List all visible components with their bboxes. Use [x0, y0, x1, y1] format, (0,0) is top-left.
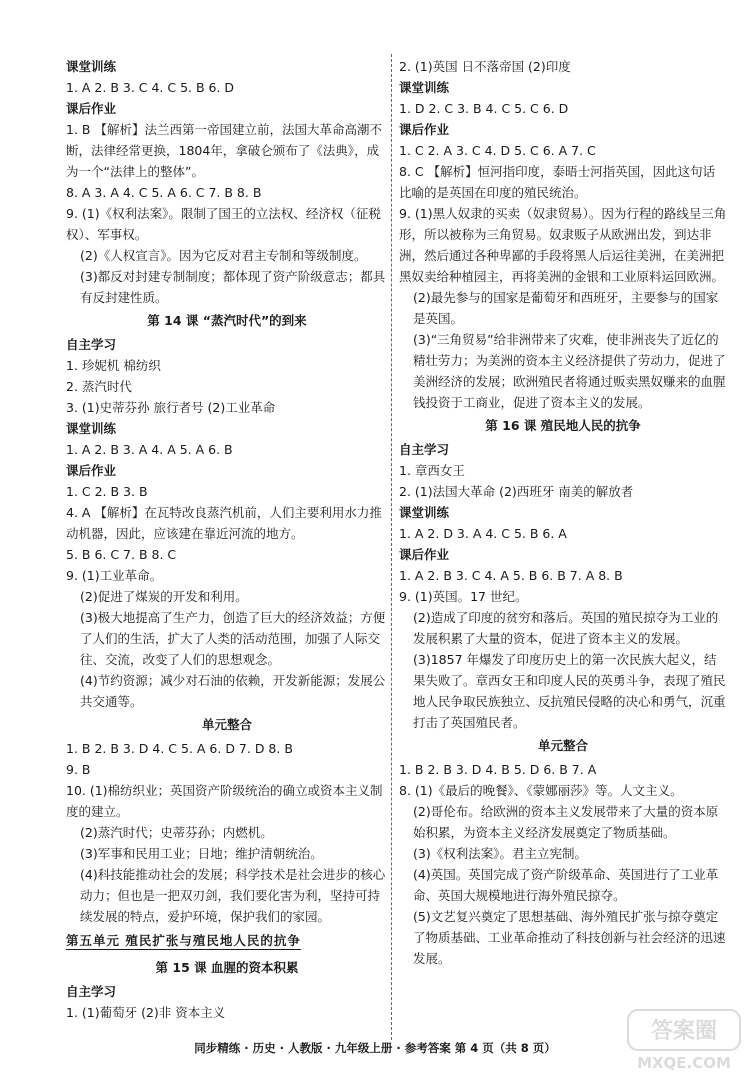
section-heading: 课堂训练 — [66, 421, 117, 436]
left-column — [66, 56, 388, 1023]
answer-line: 5. B 6. C 7. B 8. C — [66, 547, 177, 562]
answer-line: 1. A 2. B 3. C 4. A 5. B 6. B 7. A 8. B — [399, 568, 623, 583]
section-heading: 课堂训练 — [399, 505, 450, 520]
answer-line: 1. C 2. B 3. B — [66, 484, 148, 499]
answer-item: 10. (1)棉纺织业；英国资产阶级统治的确立或资本主义制度的建立。 — [66, 783, 383, 819]
lesson-title: 第 15 课 血腥的资本积累 — [155, 960, 299, 975]
answer-line: 1. C 2. A 3. C 4. D 5. C 6. A 7. C — [399, 143, 596, 158]
answer-subitem: (2)哥伦布。给欧洲的资本主义发展带来了大量的资本原始积累，为资本主义经济发展奠定了物质基础。 — [413, 804, 719, 840]
answer-line: 9. (1)英国。17 世纪。 — [399, 589, 528, 604]
answer-item: 8. C 【解析】恒河指印度，泰晤士河指英国，因此这句话比喻的是英国在印度的殖民统治。 — [399, 164, 716, 200]
answer-line: 2. 蒸汽时代 — [66, 379, 132, 394]
unit-summary-title: 单元整合 — [537, 738, 588, 753]
section-heading: 自主学习 — [66, 337, 117, 352]
section-heading: 课后作业 — [399, 547, 450, 562]
answer-subitem: (4)节约资源；减少对石油的依赖，开发新能源；发展公共交通等。 — [80, 673, 386, 709]
section-heading: 课堂训练 — [399, 80, 450, 95]
answer-line: 1. A 2. B 3. C 4. C 5. B 6. D — [66, 80, 235, 95]
svg-text:MXQE.COM: MXQE.COM — [637, 1054, 731, 1072]
answer-line: 2. (1)法国大革命 (2)西班牙 南美的解放者 — [399, 484, 634, 499]
lesson-title: 第 14 课 “蒸汽时代”的到来 — [147, 313, 307, 328]
answer-line: 8. (1)《最后的晚餐》、《蒙娜丽莎》等。人文主义。 — [399, 783, 683, 798]
unit-summary-title: 单元整合 — [201, 717, 252, 732]
section-heading: 课后作业 — [66, 101, 117, 116]
answer-line: 9. B — [66, 762, 91, 777]
lesson-title: 第 16 课 殖民地人民的抗争 — [485, 418, 641, 433]
answer-item: 1. B 【解析】法兰西第一帝国建立前，法国大革命高潮不断，法律经常更换，1804年，拿破仑颁布了《法典》，成为一个“法律上的整体”。 — [66, 122, 382, 179]
answer-line: 2. (1)英国 日不落帝国 (2)印度 — [399, 59, 571, 74]
answer-subitem: (3)《权利法案》。君主立宪制。 — [413, 846, 587, 861]
column-divider — [391, 54, 392, 1040]
section-heading: 课后作业 — [66, 463, 117, 478]
answer-subitem: (3)极大地提高了生产力，创造了巨大的经济效益；方便了人们的生活，扩大了人类的活动范围，加强了人际交往、交流，改变了人们的思想观念。 — [80, 610, 386, 667]
svg-text:答案圈: 答案圈 — [650, 1019, 718, 1044]
answer-subitem: (2)造成了印度的贫穷和落后。英国的殖民掠夺为工业的发展积累了大量的资本，促进了资本主义的发展。 — [413, 610, 719, 646]
answer-line: 8. A 3. A 4. C 5. A 6. C 7. B 8. B — [66, 185, 262, 200]
answer-subitem: (4)英国。英国完成了资产阶级革命、英国进行了工业革命、英国大规模地进行海外殖民掠夺。 — [413, 867, 719, 903]
section-heading: 课后作业 — [399, 122, 450, 137]
answer-subitem: (4)科技能推动社会的发展；科学技术是社会进步的核心动力；但也是一把双刃剑，我们要化害为利，坚持可持续发展的特点，爱护环境，保护我们的家园。 — [80, 867, 386, 924]
answer-line: 9. (1)工业革命。 — [66, 568, 163, 583]
answer-subitem: (3)都反对封建专制制度；都体现了资产阶级意志；都具有反封建性质。 — [80, 269, 386, 305]
answer-line: 1. 珍妮机 棉纺织 — [66, 358, 161, 373]
right-column — [399, 56, 727, 969]
answer-line: 1. (1)葡萄牙 (2)非 资本主义 — [66, 1005, 226, 1020]
answer-item: 9. (1)《权利法案》。限制了国王的立法权、经济权（征税权）、军事权。 — [66, 206, 381, 242]
answer-subitem: (2)促进了煤炭的开发和利用。 — [80, 589, 248, 604]
answer-subitem: (2)《人权宣言》。因为它反对君主专制和等级制度。 — [80, 248, 367, 263]
section-heading: 自主学习 — [66, 984, 117, 999]
section-heading: 自主学习 — [399, 442, 450, 457]
answer-subitem: (2)蒸汽时代；史蒂芬孙；内燃机。 — [80, 825, 273, 840]
section-heading: 课堂训练 — [66, 59, 117, 74]
answer-subitem: (3)“三角贸易”给非洲带来了灾难，使非洲丧失了近亿的精壮劳力；为美洲的资本主义经济提供了劳动力，促进了美洲经济的发展；欧洲殖民者将通过贩卖黑奴赚来的血腥钱投资于工商业，促进了资本主义的发展。 — [413, 332, 726, 410]
page-footer: 同步精练 · 历史 · 人教版 · 九年级上册 · 参考答案 第 4 页（共 8 页） — [194, 1041, 556, 1055]
watermark-logo — [624, 1006, 744, 1076]
answer-subitem: (2)最先参与的国家是葡萄牙和西班牙，主要参与的国家是英国。 — [413, 290, 719, 326]
answer-subitem: (5)文艺复兴奠定了思想基础、海外殖民扩张与掠夺奠定了物质基础、工业革命推动了科技创新与社会经济的迅速发展。 — [413, 909, 726, 966]
unit-banner: 第五单元 殖民扩张与殖民地人民的抗争 — [66, 933, 301, 948]
answer-line: 1. 章西女王 — [399, 463, 465, 478]
answer-line: 1. B 2. B 3. D 4. B 5. D 6. B 7. A — [399, 762, 597, 777]
answer-item: 9. (1)黑人奴隶的买卖（奴隶贸易）。因为行程的路线呈三角形，所以被称为三角贸易。奴隶贩子从欧洲出发，到达非洲，然后通过各种卑鄙的手段将黑人后运往美洲，在美洲把黑奴卖给种植园主，再将美洲的金银和工业原料运回欧洲。 — [399, 206, 727, 284]
answer-line: 3. (1)史蒂芬孙 旅行者号 (2)工业革命 — [66, 400, 276, 415]
answer-line: 1. B 2. B 3. D 4. C 5. A 6. D 7. D 8. B — [66, 741, 293, 756]
answer-subitem: (3)军事和民用工业；日地；维护清朝统治。 — [80, 846, 323, 861]
answer-subitem: (3)1857 年爆发了印度历史上的第一次民族大起义，结果失败了。章西女王和印度人民的英勇斗争，表现了殖民地人民争取民族独立、反抗殖民侵略的决心和勇气，沉重打击了英国殖民者。 — [413, 652, 726, 730]
answer-line: 1. A 2. D 3. A 4. C 5. B 6. A — [399, 526, 567, 541]
answer-line: 1. A 2. B 3. A 4. A 5. A 6. B — [66, 442, 233, 457]
answer-item: 4. A 【解析】在瓦特改良蒸汽机前，人们主要利用水力推动机器，因此，应该建在靠近河流的地方。 — [66, 505, 382, 541]
answer-line: 1. D 2. C 3. B 4. C 5. C 6. D — [399, 101, 569, 116]
